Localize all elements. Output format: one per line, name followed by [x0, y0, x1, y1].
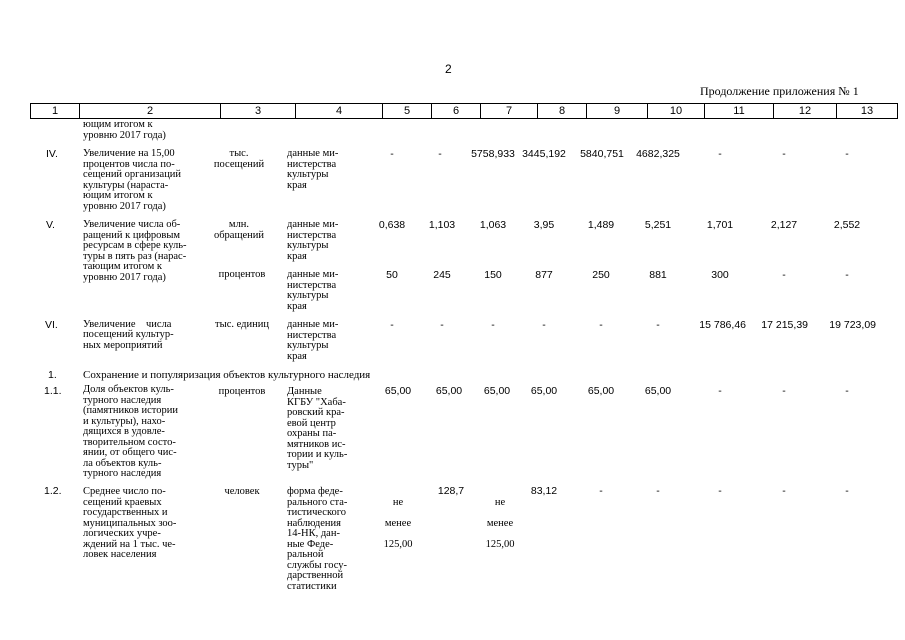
row-1-2-col6: 128,7: [437, 485, 465, 497]
row-1-2-col7-line3: 125,00: [485, 538, 515, 550]
header-col-11: 11: [705, 104, 774, 119]
row-1-2-col9: -: [599, 485, 603, 497]
row-1-2-col5-line3: 125,00: [383, 538, 413, 550]
row-1-2-col11: -: [718, 485, 722, 497]
row-1-2-col13: -: [845, 485, 849, 497]
header-col-4: 4: [296, 104, 383, 119]
row-v-col12: 2,127: [770, 219, 798, 231]
row-1-2-col12: -: [782, 485, 786, 497]
row-iv-number: IV.: [46, 148, 58, 160]
row-1-2-col5: [376, 487, 420, 561]
header-col-5: 5: [383, 104, 432, 119]
row-iv-col12: -: [782, 148, 786, 160]
row-v-source: данные ми- нистерства культуры края: [287, 219, 339, 262]
row-vi-unit: тыс. единиц: [215, 319, 269, 330]
continued-indicator-name: ющим итогом к уровню 2017 года): [83, 119, 166, 141]
row-1-1-number: 1.1.: [44, 385, 62, 397]
header-col-13: 13: [837, 104, 898, 119]
row-1-2-col7-line1: не: [494, 496, 506, 508]
row-iv-col13: -: [845, 148, 849, 160]
row-iv-col6: -: [438, 148, 442, 160]
row-1-2-col10: -: [656, 485, 660, 497]
row-1-1-col11: -: [718, 385, 722, 397]
row-vi-number: VI.: [45, 319, 58, 331]
row-1-2-col5-line2: менее: [384, 517, 412, 529]
row-1-1-col7: 65,00: [483, 385, 511, 397]
row-vi-col9: -: [599, 319, 603, 331]
section-1-number: 1.: [48, 369, 57, 381]
row-1-1-col8: 65,00: [530, 385, 558, 397]
row-v-col6-2: 245: [433, 269, 451, 281]
row-vi-col8: -: [542, 319, 546, 331]
row-iv-col8: 3445,192: [522, 148, 566, 160]
column-header-row: [30, 103, 898, 119]
header-col-1: 1: [31, 104, 80, 119]
header-col-9: 9: [587, 104, 648, 119]
row-v-col5: 0,638: [378, 219, 406, 231]
appendix-continuation: Продолжение приложения № 1: [700, 84, 859, 98]
row-vi-name: посещений культур- ных мероприятий: [83, 329, 174, 351]
row-v-col13-2: -: [845, 269, 849, 281]
row-vi-source: данные ми- нистерства культуры края: [287, 319, 339, 362]
row-iv-unit: тыс. посещений: [213, 148, 265, 170]
row-vi-col12: 17 215,39: [761, 319, 808, 331]
row-1-2-number: 1.2.: [44, 485, 62, 497]
row-vi-col13: 19 723,09: [829, 319, 876, 331]
row-1-1-col6: 65,00: [435, 385, 463, 397]
row-vi-col6: -: [440, 319, 444, 331]
row-v-unit-2: процентов: [218, 269, 266, 280]
page-number: 2: [445, 62, 452, 76]
row-v-col13: 2,552: [833, 219, 861, 231]
row-vi-name-line1: Увеличение числа: [83, 319, 172, 330]
row-1-2-name: Среднее число по- сещений краевых государственных и муниципальных зоо- логических учре- ждений на 1 тыс. че- ловек населения: [83, 486, 177, 560]
section-1-title: Сохранение и популяризация объектов культурного наследия: [83, 369, 371, 381]
row-1-1-col9: 65,00: [587, 385, 615, 397]
row-1-2-col7: [478, 487, 522, 561]
row-vi-col10: -: [656, 319, 660, 331]
row-v-name: Увеличение числа об- ращений к цифровым ресурсам в сфере куль- туры в пять раз (нарас- тающим итогом к уровню 2017 года): [83, 219, 187, 283]
row-v-source-2: данные ми- нистерства культуры края: [287, 269, 339, 312]
row-iv-col10: 4682,325: [636, 148, 680, 160]
row-v-col12-2: -: [782, 269, 786, 281]
row-1-2-source: форма феде- рального ста- тистического наблюдения 14-НК, дан- ные Феде- ральной службы госу- дарственной статистики: [287, 486, 348, 592]
row-1-1-name: Доля объектов куль- турного наследия (памятников истории и культуры), нахо- дящихся в удовле- творительном состо- янии, от общего чис- ла объектов куль- турного наследия: [83, 384, 178, 479]
row-iv-col9: 5840,751: [580, 148, 624, 160]
row-v-col8-2: 877: [535, 269, 553, 281]
row-v-col11-2: 300: [711, 269, 729, 281]
row-1-2-col5-line1: не: [392, 496, 404, 508]
row-1-1-col10: 65,00: [644, 385, 672, 397]
row-v-number: V.: [46, 219, 55, 231]
header-col-12: 12: [774, 104, 837, 119]
row-iv-source: данные ми- нистерства культуры края: [287, 148, 339, 191]
row-v-col10: 5,251: [644, 219, 672, 231]
row-v-col6: 1,103: [428, 219, 456, 231]
row-v-col7-2: 150: [484, 269, 502, 281]
row-v-col5-2: 50: [386, 269, 398, 281]
row-v-col9: 1,489: [587, 219, 615, 231]
row-v-col8: 3,95: [533, 219, 555, 231]
row-1-1-source: Данные КГБУ "Хаба- ровский кра- евой центр охраны па- мятников ис- тории и куль- туры": [287, 386, 348, 471]
header-col-8: 8: [538, 104, 587, 119]
row-1-1-col5: 65,00: [384, 385, 412, 397]
row-v-col11: 1,701: [706, 219, 734, 231]
row-1-1-unit: процентов: [218, 386, 266, 397]
header-col-2: 2: [80, 104, 221, 119]
row-iv-col5: -: [390, 148, 394, 160]
row-1-2-col8: 83,12: [530, 485, 558, 497]
row-iv-col11: -: [718, 148, 722, 160]
row-iv-name: Увеличение на 15,00 процентов числа по- сещений организаций культуры (нараста- ющим итогом к уровню 2017 года): [83, 148, 182, 212]
row-v-col10-2: 881: [649, 269, 667, 281]
row-vi-col7: -: [491, 319, 495, 331]
row-iv-col7: 5758,933: [471, 148, 515, 160]
header-col-3: 3: [221, 104, 296, 119]
row-1-2-unit: человек: [224, 486, 260, 497]
row-vi-col5: -: [390, 319, 394, 331]
row-v-unit: млн. обращений: [213, 219, 265, 241]
header-col-10: 10: [648, 104, 705, 119]
row-1-1-col13: -: [845, 385, 849, 397]
row-v-col7: 1,063: [479, 219, 507, 231]
header-col-6: 6: [432, 104, 481, 119]
row-1-1-col12: -: [782, 385, 786, 397]
row-vi-col11: 15 786,46: [699, 319, 746, 331]
header-col-7: 7: [481, 104, 538, 119]
row-1-2-col7-line2: менее: [486, 517, 514, 529]
row-v-col9-2: 250: [592, 269, 610, 281]
